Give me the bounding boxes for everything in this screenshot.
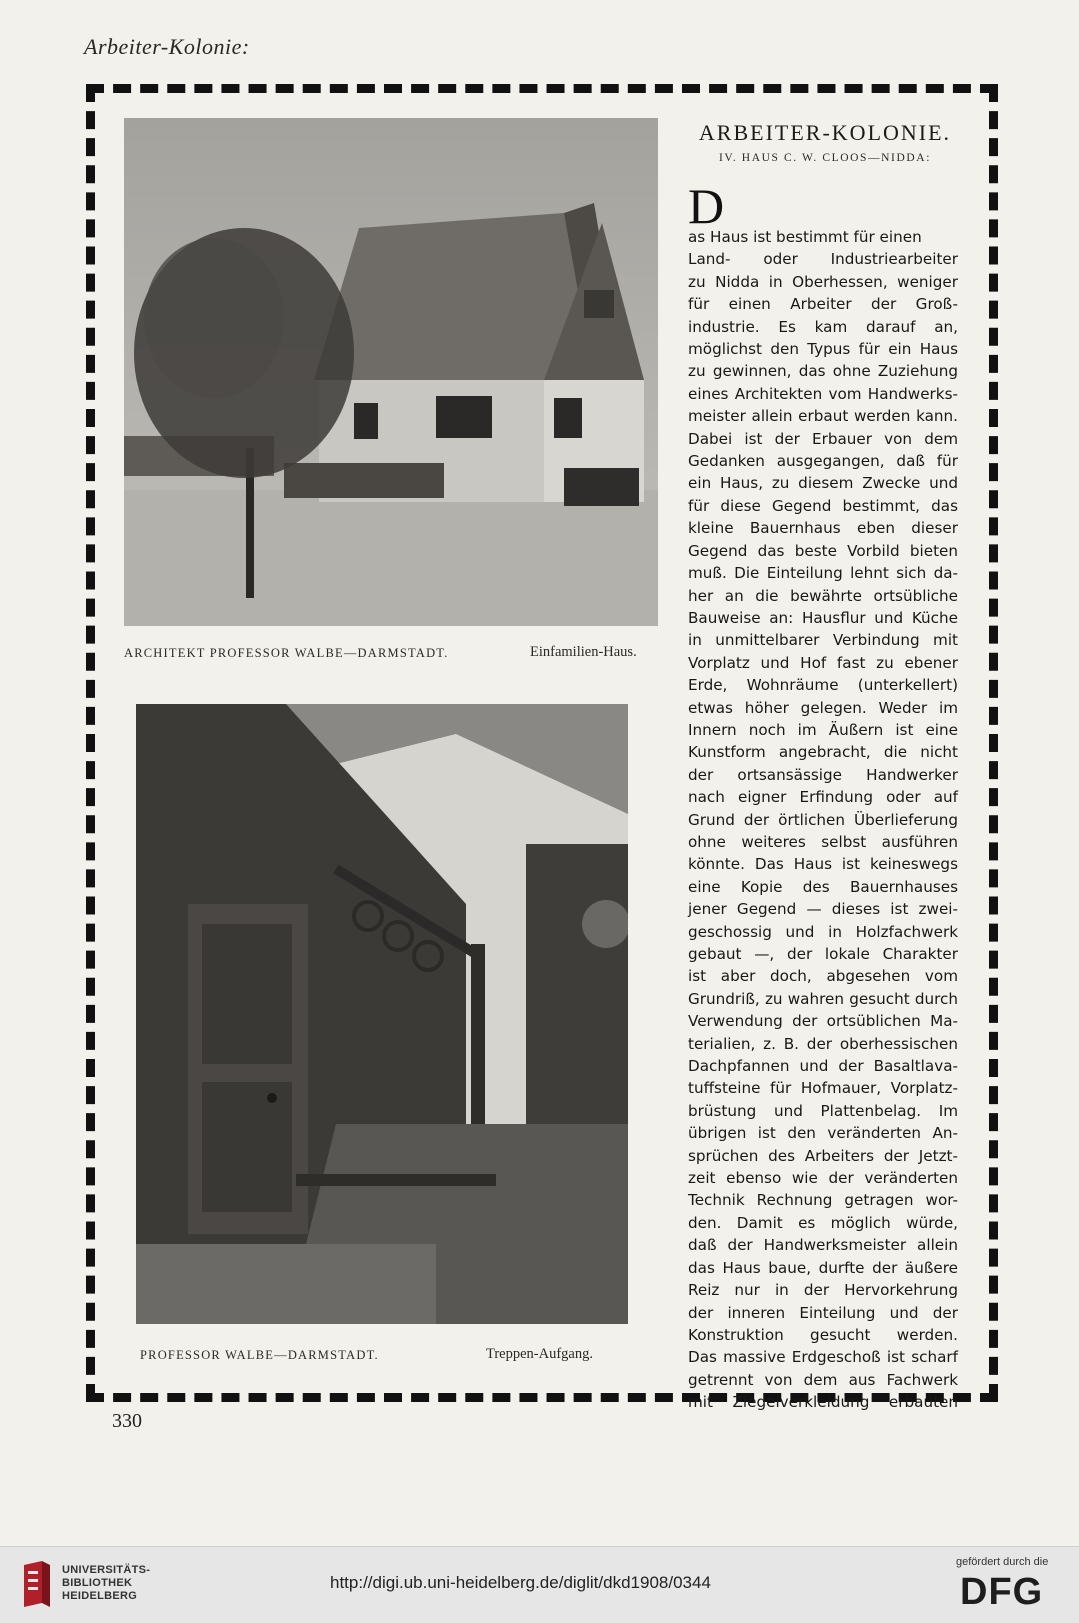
- article-line: Grund der örtlichen Überlieferung: [688, 810, 958, 829]
- article-subtitle: IV. HAUS C. W. CLOOS—NIDDA:: [719, 152, 931, 164]
- house-illustration: [124, 118, 658, 626]
- staircase-illustration: [136, 704, 628, 1324]
- article-line: übrigen ist den veränderten An-: [688, 1124, 958, 1143]
- article-line: Innern noch im Äußern ist eine: [688, 720, 958, 739]
- bottom-photo-caption-left: PROFESSOR WALBE—DARMSTADT.: [140, 1348, 379, 1362]
- drop-cap: D: [688, 178, 725, 234]
- article-line: Reiz nur in der Hervorkehrung: [688, 1281, 958, 1300]
- article-line: Erde, Wohnräume (unterkellert): [688, 676, 958, 695]
- library-name-line: UNIVERSITÄTS-: [62, 1564, 151, 1576]
- article-line: daß der Handwerksmeister allein: [688, 1236, 958, 1255]
- article-line: Konstruktion gesucht werden.: [688, 1325, 958, 1344]
- article-body: [688, 178, 958, 1414]
- library-name: [62, 1564, 150, 1603]
- article-line: in unmittelbarer Verbindung mit: [688, 631, 958, 650]
- running-head: Arbeiter-Kolonie:: [84, 34, 250, 59]
- dfg-logo: DFG: [960, 1571, 1044, 1613]
- library-name-line: BIBLIOTHEK: [62, 1577, 133, 1589]
- article-line: Bauweise an: Hausflur und Küche: [688, 608, 958, 627]
- article-line: Dachpfannen und der Basaltlava-: [688, 1057, 958, 1076]
- article-line: tuffsteine für Hofmauer, Vorplatz-: [688, 1079, 958, 1098]
- article-line: Das massive Erdgeschoß ist scharf: [688, 1348, 958, 1367]
- house-exterior-photo: [124, 118, 658, 626]
- footer-bar: [0, 1546, 1079, 1623]
- article-line: as Haus ist bestimmt für einen: [688, 228, 922, 246]
- library-name-line: HEIDELBERG: [62, 1590, 138, 1602]
- article-line: getrennt von dem aus Fachwerk: [688, 1370, 958, 1389]
- top-photo-caption-left: ARCHITEKT PROFESSOR WALBE—DARMSTADT.: [124, 646, 449, 660]
- funded-by-label: gefördert durch die: [956, 1556, 1049, 1568]
- article-line: jener Gegend — dieses ist zwei-: [688, 900, 958, 919]
- article-line: mit Ziegelverkleidung erbauten: [688, 1393, 958, 1412]
- article-line: der inneren Einteilung und der: [688, 1303, 958, 1322]
- article-line: brüstung und Plattenbelag. Im: [688, 1101, 958, 1120]
- article-line: Land- oder Industriearbeiter: [688, 250, 958, 269]
- source-url-link[interactable]: http://digi.ub.uni-heidelberg.de/diglit/dkd1908/0344: [330, 1573, 711, 1592]
- article-line: her an die bewährte ortsübliche: [688, 586, 958, 605]
- article-line: könnte. Das Haus ist keineswegs: [688, 855, 958, 874]
- article-line: für diese Gegend bestimmt, das: [688, 496, 958, 515]
- article-line: zu Nidda in Oberhessen, weniger: [688, 272, 958, 291]
- article-line: eines Architekten vom Handwerks-: [688, 384, 958, 403]
- article-line: möglichst den Typus für ein Haus: [688, 340, 958, 359]
- article-line: ohne weiteres selbst ausführen: [688, 832, 958, 851]
- article-line: kleine Bauernhaus eben dieser: [688, 519, 958, 538]
- article-line: Dabei ist der Erbauer von dem: [688, 429, 958, 448]
- article-line: nach eigner Erfindung oder auf: [688, 788, 958, 807]
- article-line: zeit ebenso wie der veränderten: [688, 1169, 958, 1188]
- article-line: ist aber doch, abgesehen vom: [688, 967, 958, 986]
- article-line: muß. Die Einteilung lehnt sich da-: [688, 564, 958, 583]
- article-line: ein Haus, zu diesem Zwecke und: [688, 474, 958, 493]
- article-line: sprüchen des Arbeiters der Jetzt-: [688, 1146, 958, 1165]
- article-line: industrie. Es kam darauf an,: [688, 317, 958, 336]
- article-line: geschossig und in Holzfachwerk: [688, 922, 958, 941]
- top-photo-caption-right: Einfamilien-Haus.: [530, 644, 637, 660]
- university-library-logo-icon: [22, 1561, 52, 1607]
- page-number: 330: [112, 1410, 142, 1432]
- bottom-photo-caption-right: Treppen-Aufgang.: [486, 1346, 593, 1362]
- article-line: der ortsansässige Handwerker: [688, 765, 958, 784]
- article-line: eine Kopie des Bauernhauses: [688, 877, 958, 896]
- article-line: Verwendung der ortsüblichen Ma-: [688, 1012, 958, 1031]
- article-line: den. Damit es möglich würde,: [688, 1213, 958, 1232]
- article-line: Grundriß, zu wahren gesucht durch: [688, 989, 958, 1008]
- article-line: Vorplatz und Hof fast zu ebener: [688, 653, 958, 672]
- article-line: Gegend das beste Vorbild bieten: [688, 541, 958, 560]
- article-line: meister allein erbaut werden kann.: [688, 407, 958, 426]
- staircase-photo: [136, 704, 628, 1324]
- article-line: Technik Rechnung getragen wor-: [688, 1191, 958, 1210]
- article-line: das Haus baue, durfte der äußere: [688, 1258, 958, 1277]
- article-line: gebaut —, der lokale Charakter: [688, 945, 958, 963]
- article-line: terialien, z. B. der oberhessischen: [688, 1034, 958, 1053]
- article-line: für einen Arbeiter der Groß-: [688, 295, 958, 314]
- article-line: Gedanken ausgegangen, daß für: [688, 452, 958, 471]
- article-line: Kunstform angebracht, die nicht: [688, 743, 958, 762]
- article-line: etwas höher gelegen. Weder im: [688, 698, 958, 717]
- article-title: ARBEITER-KOLONIE.: [698, 120, 952, 145]
- article-line: zu gewinnen, das ohne Zuziehung: [688, 362, 958, 381]
